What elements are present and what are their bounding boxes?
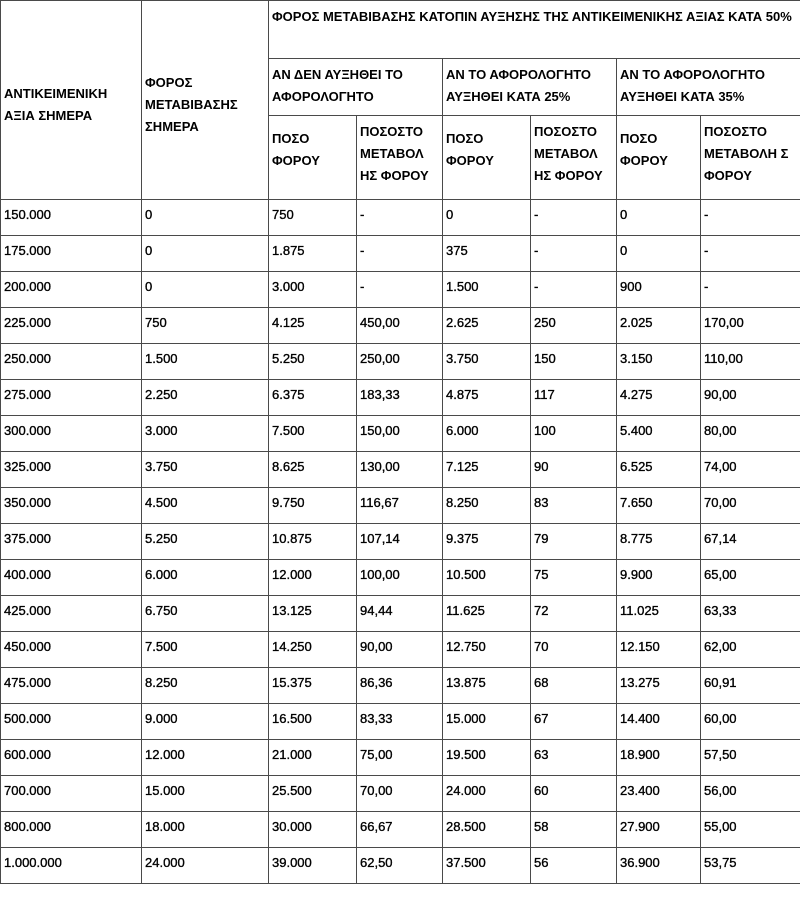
cell-tax-today: 4.500: [142, 488, 269, 524]
cell-s1-tax-amount: 14.250: [269, 632, 357, 668]
cell-s1-tax-amount: 8.625: [269, 452, 357, 488]
cell-s3-tax-change: 56,00: [701, 776, 800, 812]
cell-s2-tax-change: 60: [531, 776, 617, 812]
cell-tax-today: 6.000: [142, 560, 269, 596]
cell-s1-tax-change: 183,33: [357, 380, 443, 416]
cell-s3-tax-amount: 4.275: [617, 380, 701, 416]
cell-tax-today: 24.000: [142, 848, 269, 884]
cell-s2-tax-amount: 10.500: [443, 560, 531, 596]
cell-s3-tax-amount: 27.900: [617, 812, 701, 848]
cell-tax-today: 750: [142, 308, 269, 344]
cell-s3-tax-amount: 0: [617, 236, 701, 272]
cell-s2-tax-change: 72: [531, 596, 617, 632]
table-row: [1, 236, 800, 272]
cell-objective-value: 475.000: [1, 668, 142, 704]
cell-s1-tax-amount: 15.375: [269, 668, 357, 704]
cell-s3-tax-change: -: [701, 236, 800, 272]
header-objective-value: ΑΝΤΙΚΕΙΜΕΝΙΚΗ ΑΞΙΑ ΣΗΜΕΡΑ: [1, 1, 142, 200]
header-scenario-no-increase: ΑΝ ΔΕΝ ΑΥΞΗΘΕΙ ΤΟ ΑΦΟΡΟΛΟΓΗΤΟ: [269, 59, 443, 116]
cell-s2-tax-amount: 8.250: [443, 488, 531, 524]
cell-s3-tax-amount: 36.900: [617, 848, 701, 884]
cell-s1-tax-change: 83,33: [357, 704, 443, 740]
cell-tax-today: 3.750: [142, 452, 269, 488]
cell-tax-today: 6.750: [142, 596, 269, 632]
cell-s1-tax-change: 94,44: [357, 596, 443, 632]
cell-s2-tax-change: 67: [531, 704, 617, 740]
cell-s1-tax-amount: 6.375: [269, 380, 357, 416]
table-row: [1, 524, 800, 560]
cell-s2-tax-amount: 4.875: [443, 380, 531, 416]
cell-objective-value: 325.000: [1, 452, 142, 488]
cell-s3-tax-change: 67,14: [701, 524, 800, 560]
cell-s1-tax-amount: 13.125: [269, 596, 357, 632]
cell-s1-tax-amount: 3.000: [269, 272, 357, 308]
cell-s2-tax-amount: 19.500: [443, 740, 531, 776]
cell-objective-value: 275.000: [1, 380, 142, 416]
cell-s2-tax-change: 90: [531, 452, 617, 488]
cell-tax-today: 0: [142, 272, 269, 308]
cell-s2-tax-amount: 0: [443, 200, 531, 236]
cell-s1-tax-change: 450,00: [357, 308, 443, 344]
cell-s2-tax-amount: 3.750: [443, 344, 531, 380]
cell-s3-tax-amount: 9.900: [617, 560, 701, 596]
cell-s2-tax-change: 100: [531, 416, 617, 452]
cell-s3-tax-amount: 2.025: [617, 308, 701, 344]
cell-s2-tax-change: -: [531, 236, 617, 272]
header-s1-tax-amount: ΠΟΣΟ ΦΟΡΟΥ: [269, 116, 357, 200]
header-tax-today: ΦΟΡΟΣ ΜΕΤΑΒΙΒΑΣΗΣ ΣΗΜΕΡΑ: [142, 1, 269, 200]
cell-s2-tax-change: 68: [531, 668, 617, 704]
cell-s3-tax-amount: 7.650: [617, 488, 701, 524]
cell-s2-tax-amount: 24.000: [443, 776, 531, 812]
cell-s1-tax-change: 86,36: [357, 668, 443, 704]
table-row: [1, 272, 800, 308]
cell-tax-today: 2.250: [142, 380, 269, 416]
cell-s1-tax-change: -: [357, 200, 443, 236]
cell-s2-tax-amount: 37.500: [443, 848, 531, 884]
cell-objective-value: 350.000: [1, 488, 142, 524]
header-s3-tax-change: ΠΟΣΟΣΤΟ ΜΕΤΑΒΟΛΗ Σ ΦΟΡΟΥ: [701, 116, 800, 200]
cell-s1-tax-change: 130,00: [357, 452, 443, 488]
cell-s1-tax-amount: 1.875: [269, 236, 357, 272]
cell-s1-tax-change: 75,00: [357, 740, 443, 776]
cell-s2-tax-change: 150: [531, 344, 617, 380]
header-s2-tax-amount: ΠΟΣΟ ΦΟΡΟΥ: [443, 116, 531, 200]
cell-s2-tax-change: 63: [531, 740, 617, 776]
cell-s1-tax-amount: 10.875: [269, 524, 357, 560]
table-row: [1, 632, 800, 668]
table-row: [1, 344, 800, 380]
table-row: [1, 776, 800, 812]
header-group-title: ΦΟΡΟΣ ΜΕΤΑΒΙΒΑΣΗΣ ΚΑΤΟΠΙΝ ΑΥΞΗΣΗΣ ΤΗΣ ΑΝΤΙΚΕΙΜΕΝΙΚΗΣ ΑΞΙΑΣ ΚΑΤΑ 50%: [269, 1, 800, 59]
table-row: [1, 560, 800, 596]
cell-s3-tax-amount: 3.150: [617, 344, 701, 380]
cell-tax-today: 8.250: [142, 668, 269, 704]
cell-objective-value: 300.000: [1, 416, 142, 452]
cell-objective-value: 700.000: [1, 776, 142, 812]
cell-tax-today: 15.000: [142, 776, 269, 812]
cell-s1-tax-change: 66,67: [357, 812, 443, 848]
table-row: [1, 308, 800, 344]
cell-s3-tax-change: 55,00: [701, 812, 800, 848]
cell-s3-tax-amount: 6.525: [617, 452, 701, 488]
cell-s3-tax-change: 63,33: [701, 596, 800, 632]
cell-objective-value: 450.000: [1, 632, 142, 668]
cell-s3-tax-change: 70,00: [701, 488, 800, 524]
cell-s3-tax-change: -: [701, 200, 800, 236]
cell-s2-tax-change: 83: [531, 488, 617, 524]
cell-tax-today: 5.250: [142, 524, 269, 560]
cell-s3-tax-change: 62,00: [701, 632, 800, 668]
cell-objective-value: 150.000: [1, 200, 142, 236]
cell-s1-tax-amount: 5.250: [269, 344, 357, 380]
table-row: [1, 596, 800, 632]
cell-s1-tax-change: 250,00: [357, 344, 443, 380]
cell-s1-tax-amount: 25.500: [269, 776, 357, 812]
cell-s1-tax-change: 100,00: [357, 560, 443, 596]
cell-s2-tax-change: -: [531, 272, 617, 308]
cell-s3-tax-amount: 900: [617, 272, 701, 308]
cell-s1-tax-amount: 16.500: [269, 704, 357, 740]
cell-s1-tax-change: 150,00: [357, 416, 443, 452]
cell-s2-tax-amount: 7.125: [443, 452, 531, 488]
cell-s3-tax-change: 110,00: [701, 344, 800, 380]
cell-s1-tax-change: 62,50: [357, 848, 443, 884]
cell-s1-tax-amount: 9.750: [269, 488, 357, 524]
cell-s1-tax-change: 70,00: [357, 776, 443, 812]
cell-s1-tax-amount: 12.000: [269, 560, 357, 596]
cell-s3-tax-amount: 0: [617, 200, 701, 236]
cell-s2-tax-amount: 2.625: [443, 308, 531, 344]
cell-s3-tax-change: 74,00: [701, 452, 800, 488]
table-row: [1, 740, 800, 776]
cell-s2-tax-change: 56: [531, 848, 617, 884]
cell-s1-tax-amount: 39.000: [269, 848, 357, 884]
cell-s3-tax-change: 170,00: [701, 308, 800, 344]
cell-tax-today: 18.000: [142, 812, 269, 848]
cell-tax-today: 7.500: [142, 632, 269, 668]
table-row: [1, 380, 800, 416]
table-row: [1, 668, 800, 704]
cell-s2-tax-amount: 1.500: [443, 272, 531, 308]
cell-s3-tax-amount: 5.400: [617, 416, 701, 452]
header-scenario-increase-35: ΑΝ ΤΟ ΑΦΟΡΟΛΟΓΗΤΟ ΑΥΞΗΘΕΙ ΚΑΤΑ 35%: [617, 59, 800, 116]
cell-s3-tax-amount: 12.150: [617, 632, 701, 668]
cell-tax-today: 0: [142, 236, 269, 272]
cell-tax-today: 3.000: [142, 416, 269, 452]
cell-s3-tax-change: 60,00: [701, 704, 800, 740]
cell-s1-tax-amount: 21.000: [269, 740, 357, 776]
cell-s2-tax-amount: 28.500: [443, 812, 531, 848]
cell-s2-tax-amount: 375: [443, 236, 531, 272]
cell-s3-tax-amount: 18.900: [617, 740, 701, 776]
cell-s2-tax-amount: 6.000: [443, 416, 531, 452]
cell-s2-tax-change: 70: [531, 632, 617, 668]
cell-s3-tax-change: 65,00: [701, 560, 800, 596]
cell-s2-tax-amount: 12.750: [443, 632, 531, 668]
cell-objective-value: 175.000: [1, 236, 142, 272]
cell-s1-tax-amount: 30.000: [269, 812, 357, 848]
cell-s2-tax-change: 250: [531, 308, 617, 344]
cell-tax-today: 0: [142, 200, 269, 236]
table-row: [1, 848, 800, 884]
header-scenario-increase-25: ΑΝ ΤΟ ΑΦΟΡΟΛΟΓΗΤΟ ΑΥΞΗΘΕΙ ΚΑΤΑ 25%: [443, 59, 617, 116]
cell-s1-tax-change: 107,14: [357, 524, 443, 560]
cell-objective-value: 400.000: [1, 560, 142, 596]
cell-s1-tax-change: 116,67: [357, 488, 443, 524]
cell-objective-value: 250.000: [1, 344, 142, 380]
cell-objective-value: 225.000: [1, 308, 142, 344]
cell-s3-tax-change: 60,91: [701, 668, 800, 704]
cell-objective-value: 600.000: [1, 740, 142, 776]
cell-s3-tax-change: 57,50: [701, 740, 800, 776]
cell-s3-tax-amount: 23.400: [617, 776, 701, 812]
cell-s2-tax-change: 79: [531, 524, 617, 560]
cell-s3-tax-amount: 8.775: [617, 524, 701, 560]
cell-s1-tax-change: 90,00: [357, 632, 443, 668]
table-row: [1, 488, 800, 524]
cell-s2-tax-change: -: [531, 200, 617, 236]
table-row: [1, 812, 800, 848]
cell-s2-tax-change: 117: [531, 380, 617, 416]
cell-s2-tax-change: 58: [531, 812, 617, 848]
cell-objective-value: 500.000: [1, 704, 142, 740]
cell-s3-tax-amount: 13.275: [617, 668, 701, 704]
cell-tax-today: 12.000: [142, 740, 269, 776]
cell-s1-tax-change: -: [357, 236, 443, 272]
cell-s3-tax-change: -: [701, 272, 800, 308]
cell-s3-tax-change: 90,00: [701, 380, 800, 416]
cell-objective-value: 425.000: [1, 596, 142, 632]
cell-tax-today: 9.000: [142, 704, 269, 740]
cell-objective-value: 800.000: [1, 812, 142, 848]
header-s1-tax-change: ΠΟΣΟΣΤΟ ΜΕΤΑΒΟΛ ΗΣ ΦΟΡΟΥ: [357, 116, 443, 200]
header-s2-tax-change: ΠΟΣΟΣΤΟ ΜΕΤΑΒΟΛ ΗΣ ΦΟΡΟΥ: [531, 116, 617, 200]
cell-s3-tax-change: 80,00: [701, 416, 800, 452]
cell-objective-value: 1.000.000: [1, 848, 142, 884]
cell-s1-tax-change: -: [357, 272, 443, 308]
cell-s3-tax-amount: 14.400: [617, 704, 701, 740]
cell-s1-tax-amount: 750: [269, 200, 357, 236]
cell-s1-tax-amount: 4.125: [269, 308, 357, 344]
table-row: [1, 416, 800, 452]
cell-s3-tax-amount: 11.025: [617, 596, 701, 632]
cell-tax-today: 1.500: [142, 344, 269, 380]
header-s3-tax-amount: ΠΟΣΟ ΦΟΡΟΥ: [617, 116, 701, 200]
cell-s1-tax-amount: 7.500: [269, 416, 357, 452]
table-row: [1, 200, 800, 236]
cell-objective-value: 200.000: [1, 272, 142, 308]
cell-s2-tax-change: 75: [531, 560, 617, 596]
table-row: [1, 452, 800, 488]
cell-s2-tax-amount: 11.625: [443, 596, 531, 632]
cell-objective-value: 375.000: [1, 524, 142, 560]
cell-s2-tax-amount: 13.875: [443, 668, 531, 704]
cell-s2-tax-amount: 9.375: [443, 524, 531, 560]
cell-s2-tax-amount: 15.000: [443, 704, 531, 740]
table-row: [1, 704, 800, 740]
cell-s3-tax-change: 53,75: [701, 848, 800, 884]
